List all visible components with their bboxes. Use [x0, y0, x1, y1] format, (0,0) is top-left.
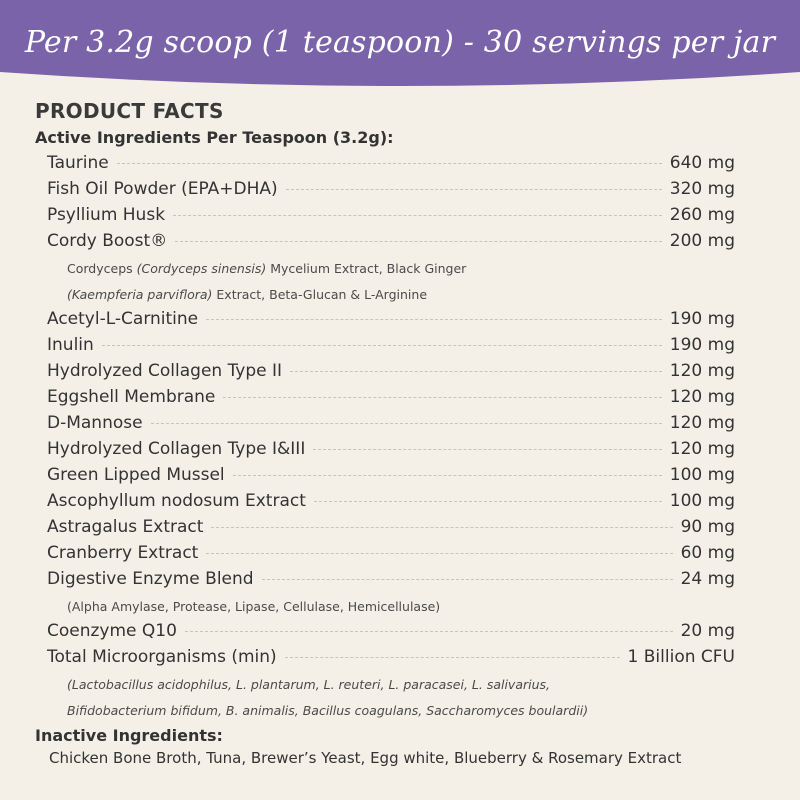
ingredient-amount: 190 mg	[669, 335, 735, 355]
dotted-leader	[313, 449, 661, 450]
ingredient-list-a	[35, 150, 735, 254]
dotted-leader	[211, 527, 672, 528]
dotted-leader	[175, 241, 662, 242]
ingredient-amount: 190 mg	[669, 309, 735, 329]
ingredient-amount: 120 mg	[669, 387, 735, 407]
ingredient-row	[35, 306, 735, 332]
ingredient-row	[35, 436, 735, 462]
ingredient-amount: 1 Billion CFU	[627, 647, 735, 667]
ingredient-amount: 100 mg	[669, 465, 735, 485]
dotted-leader	[173, 215, 662, 216]
dotted-leader	[262, 579, 673, 580]
ingredient-amount: 90 mg	[680, 517, 735, 537]
ingredient-row	[35, 150, 735, 176]
ingredient-amount: 640 mg	[669, 153, 735, 173]
note-italic-text: (Cordyceps sinensis)	[136, 261, 267, 276]
inactive-ingredients-list: Chicken Bone Broth, Tuna, Brewer’s Yeast, Egg white, Blueberry & Rosemary Extract	[49, 749, 682, 767]
ingredient-row	[35, 566, 735, 592]
ingredient-name: Green Lipped Mussel	[47, 465, 225, 485]
serving-banner-text: Per 3.2g scoop (1 teaspoon) - 30 servings per jar	[24, 24, 776, 60]
ingredient-amount: 320 mg	[669, 179, 735, 199]
ingredient-amount: 60 mg	[680, 543, 735, 563]
ingredient-row	[35, 228, 735, 254]
ingredient-row	[35, 332, 735, 358]
ingredient-amount: 120 mg	[669, 361, 735, 381]
cordy-boost-note-line-1	[35, 254, 735, 280]
ingredient-list-b	[35, 306, 735, 592]
dotted-leader	[117, 163, 662, 164]
ingredient-name: Inulin	[47, 335, 94, 355]
microorganisms-note-line-1: (Lactobacillus acidophilus, L. plantarum, L. reuteri, L. paracasei, L. salivarius,	[67, 677, 551, 692]
ingredient-row	[35, 202, 735, 228]
ingredient-name: Cordy Boost®	[47, 231, 168, 251]
inactive-ingredients-heading: Inactive Ingredients:	[35, 726, 223, 745]
ingredient-name: Eggshell Membrane	[47, 387, 216, 407]
dotted-leader	[286, 189, 662, 190]
dotted-leader	[102, 345, 662, 346]
ingredient-row	[35, 410, 735, 436]
ingredient-amount: 24 mg	[680, 569, 735, 589]
dotted-leader	[206, 553, 672, 554]
microorganisms-note-line-2: Bifidobacterium bifidum, B. animalis, Bacillus coagulans, Saccharomyces boulardii)	[67, 703, 589, 718]
ingredient-name: Fish Oil Powder (EPA+DHA)	[47, 179, 278, 199]
ingredient-name: Cranberry Extract	[47, 543, 199, 563]
ingredient-name: Acetyl-L-Carnitine	[47, 309, 199, 329]
dotted-leader	[206, 319, 662, 320]
ingredient-row	[35, 514, 735, 540]
enzyme-note: (Alpha Amylase, Protease, Lipase, Cellulase, Hemicellulase)	[67, 599, 441, 614]
ingredient-row	[35, 384, 735, 410]
note-italic-text: (Kaempferia parviflora)	[67, 287, 213, 302]
ingredient-amount: 120 mg	[669, 413, 735, 433]
active-ingredients-heading: Active Ingredients Per Teaspoon (3.2g):	[35, 128, 394, 147]
ingredient-amount: 260 mg	[669, 205, 735, 225]
ingredient-amount: 200 mg	[669, 231, 735, 251]
ingredient-name: Taurine	[47, 153, 109, 173]
dotted-leader	[314, 501, 662, 502]
section-title: PRODUCT FACTS	[35, 99, 224, 123]
note-text: Mycelium Extract, Black Ginger	[266, 261, 467, 276]
ingredient-name: D-Mannose	[47, 413, 143, 433]
ingredient-name: Total Microorganisms (min)	[47, 647, 277, 667]
ingredient-name: Ascophyllum nodosum Extract	[47, 491, 306, 511]
ingredient-row	[35, 540, 735, 566]
note-text: Cordyceps	[67, 261, 137, 276]
dotted-leader	[290, 371, 662, 372]
ingredient-name: Coenzyme Q10	[47, 621, 177, 641]
ingredient-name: Digestive Enzyme Blend	[47, 569, 254, 589]
ingredient-amount: 20 mg	[680, 621, 735, 641]
dotted-leader	[151, 423, 662, 424]
ingredient-list-c	[35, 618, 735, 670]
ingredient-row	[35, 644, 735, 670]
ingredient-name: Psyllium Husk	[47, 205, 166, 225]
ingredient-amount: 120 mg	[669, 439, 735, 459]
ingredient-row	[35, 488, 735, 514]
note-text: Extract, Beta-Glucan & L-Arginine	[212, 287, 428, 302]
product-facts-panel	[35, 98, 735, 769]
ingredient-row	[35, 358, 735, 384]
ingredient-row	[35, 176, 735, 202]
ingredient-name: Hydrolyzed Collagen Type II	[47, 361, 283, 381]
ingredient-name: Hydrolyzed Collagen Type I&III	[47, 439, 306, 459]
serving-banner	[0, 0, 800, 92]
ingredient-row	[35, 618, 735, 644]
cordy-boost-note-line-2	[35, 280, 735, 306]
ingredient-name: Astragalus Extract	[47, 517, 204, 537]
dotted-leader	[233, 475, 662, 476]
ingredient-row	[35, 462, 735, 488]
dotted-leader	[223, 397, 661, 398]
dotted-leader	[285, 657, 620, 658]
ingredient-amount: 100 mg	[669, 491, 735, 511]
dotted-leader	[185, 631, 673, 632]
